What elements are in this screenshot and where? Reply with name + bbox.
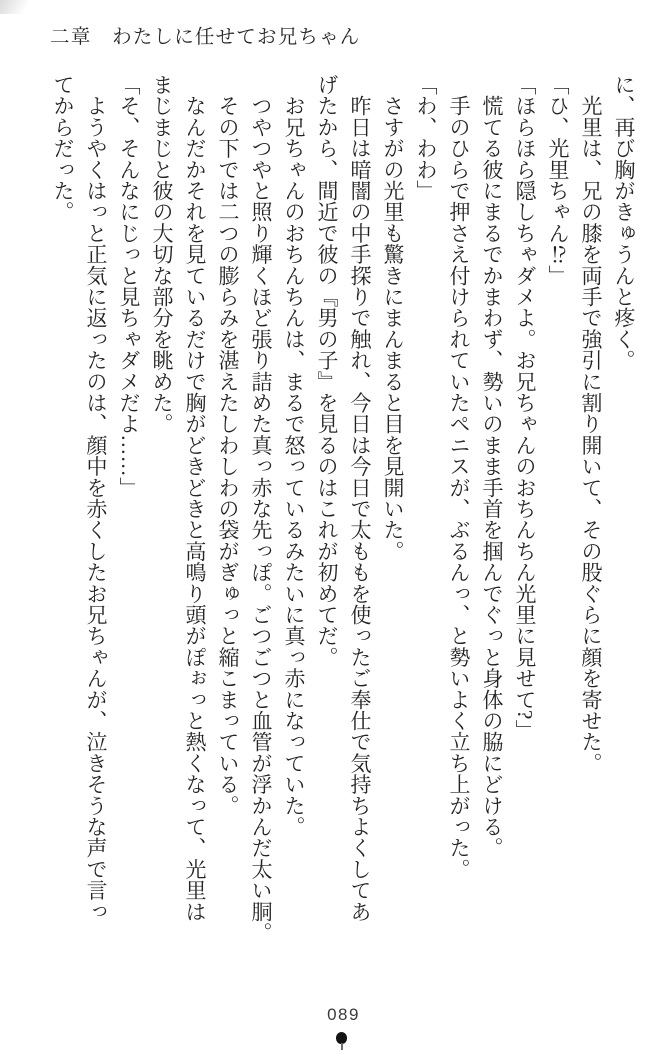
text-column: 慌てる彼にまるでかまわず、勢いのまま手首を掴んでぐっと身体の脇にどける。	[480, 74, 504, 859]
page-number: 089	[327, 1005, 360, 1024]
text-column: 光里は、兄の膝を両手で強引に割り開いて、その股ぐらに顔を寄せた。	[579, 74, 603, 774]
text-column: 「わ、わわ」	[414, 74, 438, 202]
pin-dot-icon	[336, 1032, 347, 1050]
chapter-header: 二章 わたしに任せてお兄ちゃん	[50, 27, 361, 48]
text-column: なんだかそれを見ているだけで胸がどきどきと高鳴り頭がぽぉっと熱くなって、光里は	[183, 74, 207, 922]
scan-corner-shade	[0, 0, 34, 14]
text-column: 昨日は暗闇の中手探りで触れ、今日は今日で太ももを使ったご奉仕で気持ちよくしてあ	[348, 74, 372, 922]
text-column: ようやくはっと正気に返ったのは、顔中を赤くしたお兄ちゃんが、泣きそうな声で言っ	[84, 74, 108, 922]
text-column: つやつやと照り輝くほど張り詰めた真っ赤な先っぽ。ごつごつと血管が浮かんだ太い胴。	[249, 74, 273, 944]
text-column: お兄ちゃんのおちんちんは、まるで怒っているみたいに真っ赤になっていた。	[282, 74, 306, 838]
text-column: 「ひ、光里ちゃん⁉」	[546, 74, 570, 286]
text-column: てからだった。	[51, 74, 75, 223]
text-column: その下では二つの膨らみを湛えたしわしわの袋がぎゅっと縮こまっている。	[216, 74, 240, 816]
text-column: まじまじと彼の大切な部分を眺めた。	[150, 74, 174, 435]
text-column: 「ほらほら隠しちゃダメよ。お兄ちゃんのおちんちん光里に見せて?」	[513, 74, 537, 741]
text-column: げたから、間近で彼の『男の子』を見るのはこれが初めてだ。	[315, 74, 339, 668]
main-text-block	[46, 74, 640, 944]
text-column: 手のひらで押さえ付けられていたペニスが、ぶるんっ、と勢いよく立ち上がった。	[447, 74, 471, 880]
text-column: 「そ、そんなにじっと見ちゃダメだよ……」	[117, 74, 141, 498]
text-column: さすがの光里も驚きにまんまると目を見開いた。	[381, 74, 405, 562]
pin-dot-stem	[341, 1043, 343, 1050]
text-column: に、再び胸がきゅうんと疼く。	[612, 74, 636, 371]
